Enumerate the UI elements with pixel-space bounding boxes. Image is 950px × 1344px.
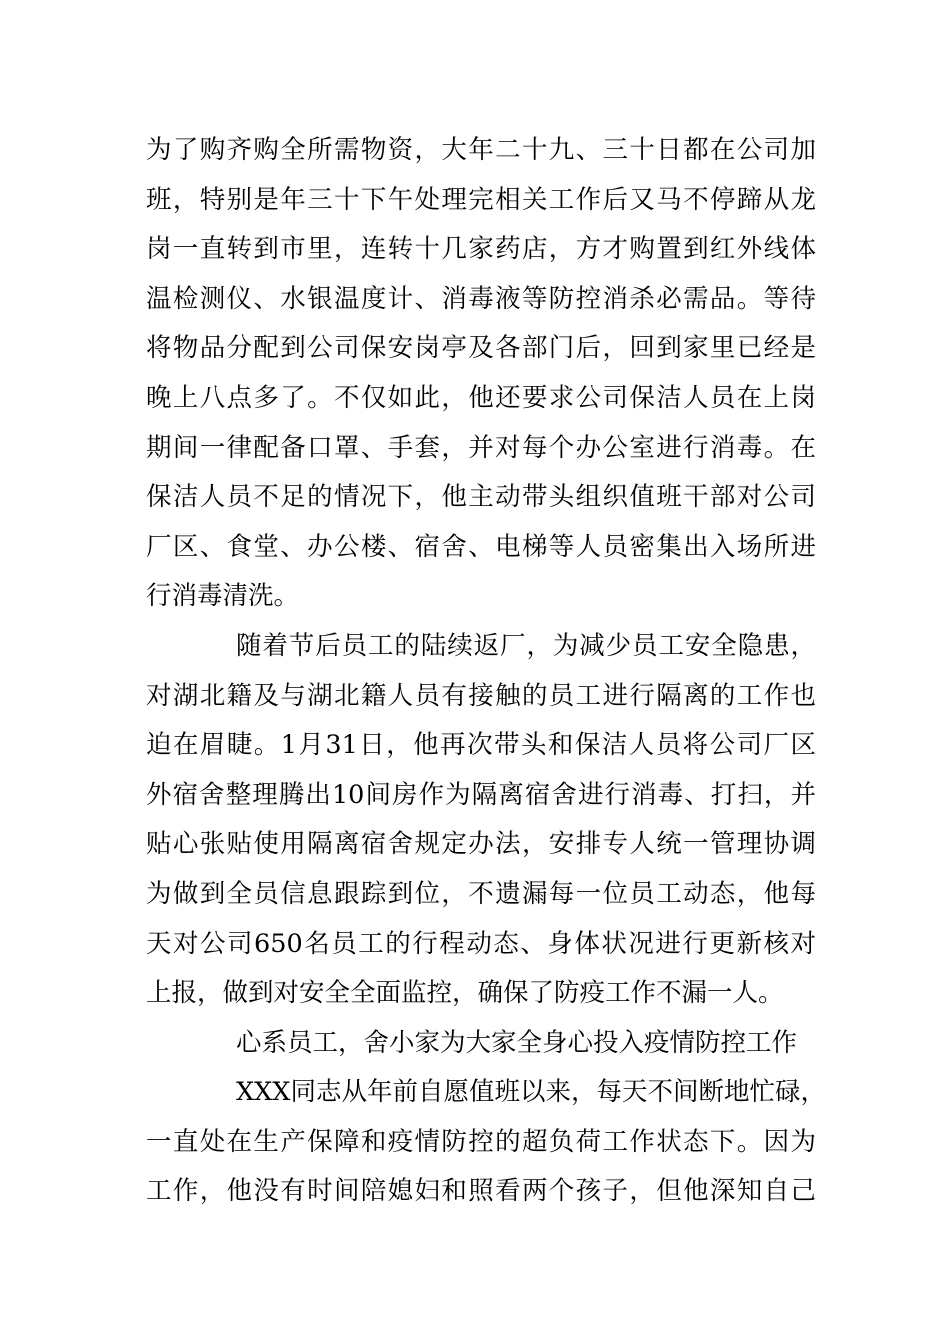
text-line: 期间一律配备口罩、手套，并对每个办公室进行消毒。在 [146, 432, 816, 463]
text-line: 为了购齐购全所需物资，大年二十九、三十日都在公司加 [146, 135, 816, 165]
text-line: 上报，做到对安全全面监控，确保了防疫工作不漏一人。 [146, 978, 784, 1009]
text-line: XXX同志从年前自愿值班以来，每天不间断地忙碌， [236, 1077, 826, 1108]
text-line: 为做到全员信息跟踪到位，不遗漏每一位员工动态，他每 [146, 878, 816, 909]
text-line: 工作，他没有时间陪媳妇和照看两个孩子，但他深知自己 [146, 1176, 816, 1207]
text-line: 班，特别是年三十下午处理完相关工作后又马不停蹄从龙 [146, 184, 816, 215]
paragraph-dedication [146, 1068, 826, 1217]
text-line: 厂区、食堂、办公楼、宿舍、电梯等人员密集出入场所进 [146, 531, 816, 562]
section-heading-text: 心系员工，舍小家为大家全身心投入疫情防控工作 [236, 1027, 798, 1058]
text-line: 迫在眉睫。1月31日，他再次带头和保洁人员将公司厂区 [146, 730, 816, 761]
text-line: 对湖北籍及与湖北籍人员有接触的员工进行隔离的工作也 [146, 680, 816, 711]
text-line: 贴心张贴使用隔离宿舍规定办法，安排专人统一管理协调 [146, 829, 816, 860]
text-line: 天对公司650名员工的行程动态、身体状况进行更新核对 [146, 928, 816, 959]
document-body [146, 126, 826, 1217]
paragraph-supplies [146, 126, 816, 622]
text-line: 行消毒清洗。 [146, 581, 300, 612]
text-line: 晚上八点多了。不仅如此，他还要求公司保洁人员在上岗 [146, 382, 816, 413]
text-line: 保洁人员不足的情况下，他主动带头组织值班干部对公司 [146, 482, 816, 513]
section-heading [146, 1019, 816, 1069]
text-line: 外宿舍整理腾出10间房作为隔离宿舍进行消毒、打扫，并 [146, 779, 816, 810]
text-line: 随着节后员工的陆续返厂，为减少员工安全隐患， [236, 630, 816, 661]
text-line: 将物品分配到公司保安岗亭及各部门后，回到家里已经是 [146, 333, 816, 364]
text-line: 一直处在生产保障和疫情防控的超负荷工作状态下。因为 [146, 1126, 816, 1157]
text-line: 温检测仪、水银温度计、消毒液等防控消杀必需品。等待 [146, 283, 816, 314]
text-line: 岗一直转到市里，连转十几家药店，方才购置到红外线体 [146, 234, 816, 265]
paragraph-isolation [146, 622, 816, 1019]
